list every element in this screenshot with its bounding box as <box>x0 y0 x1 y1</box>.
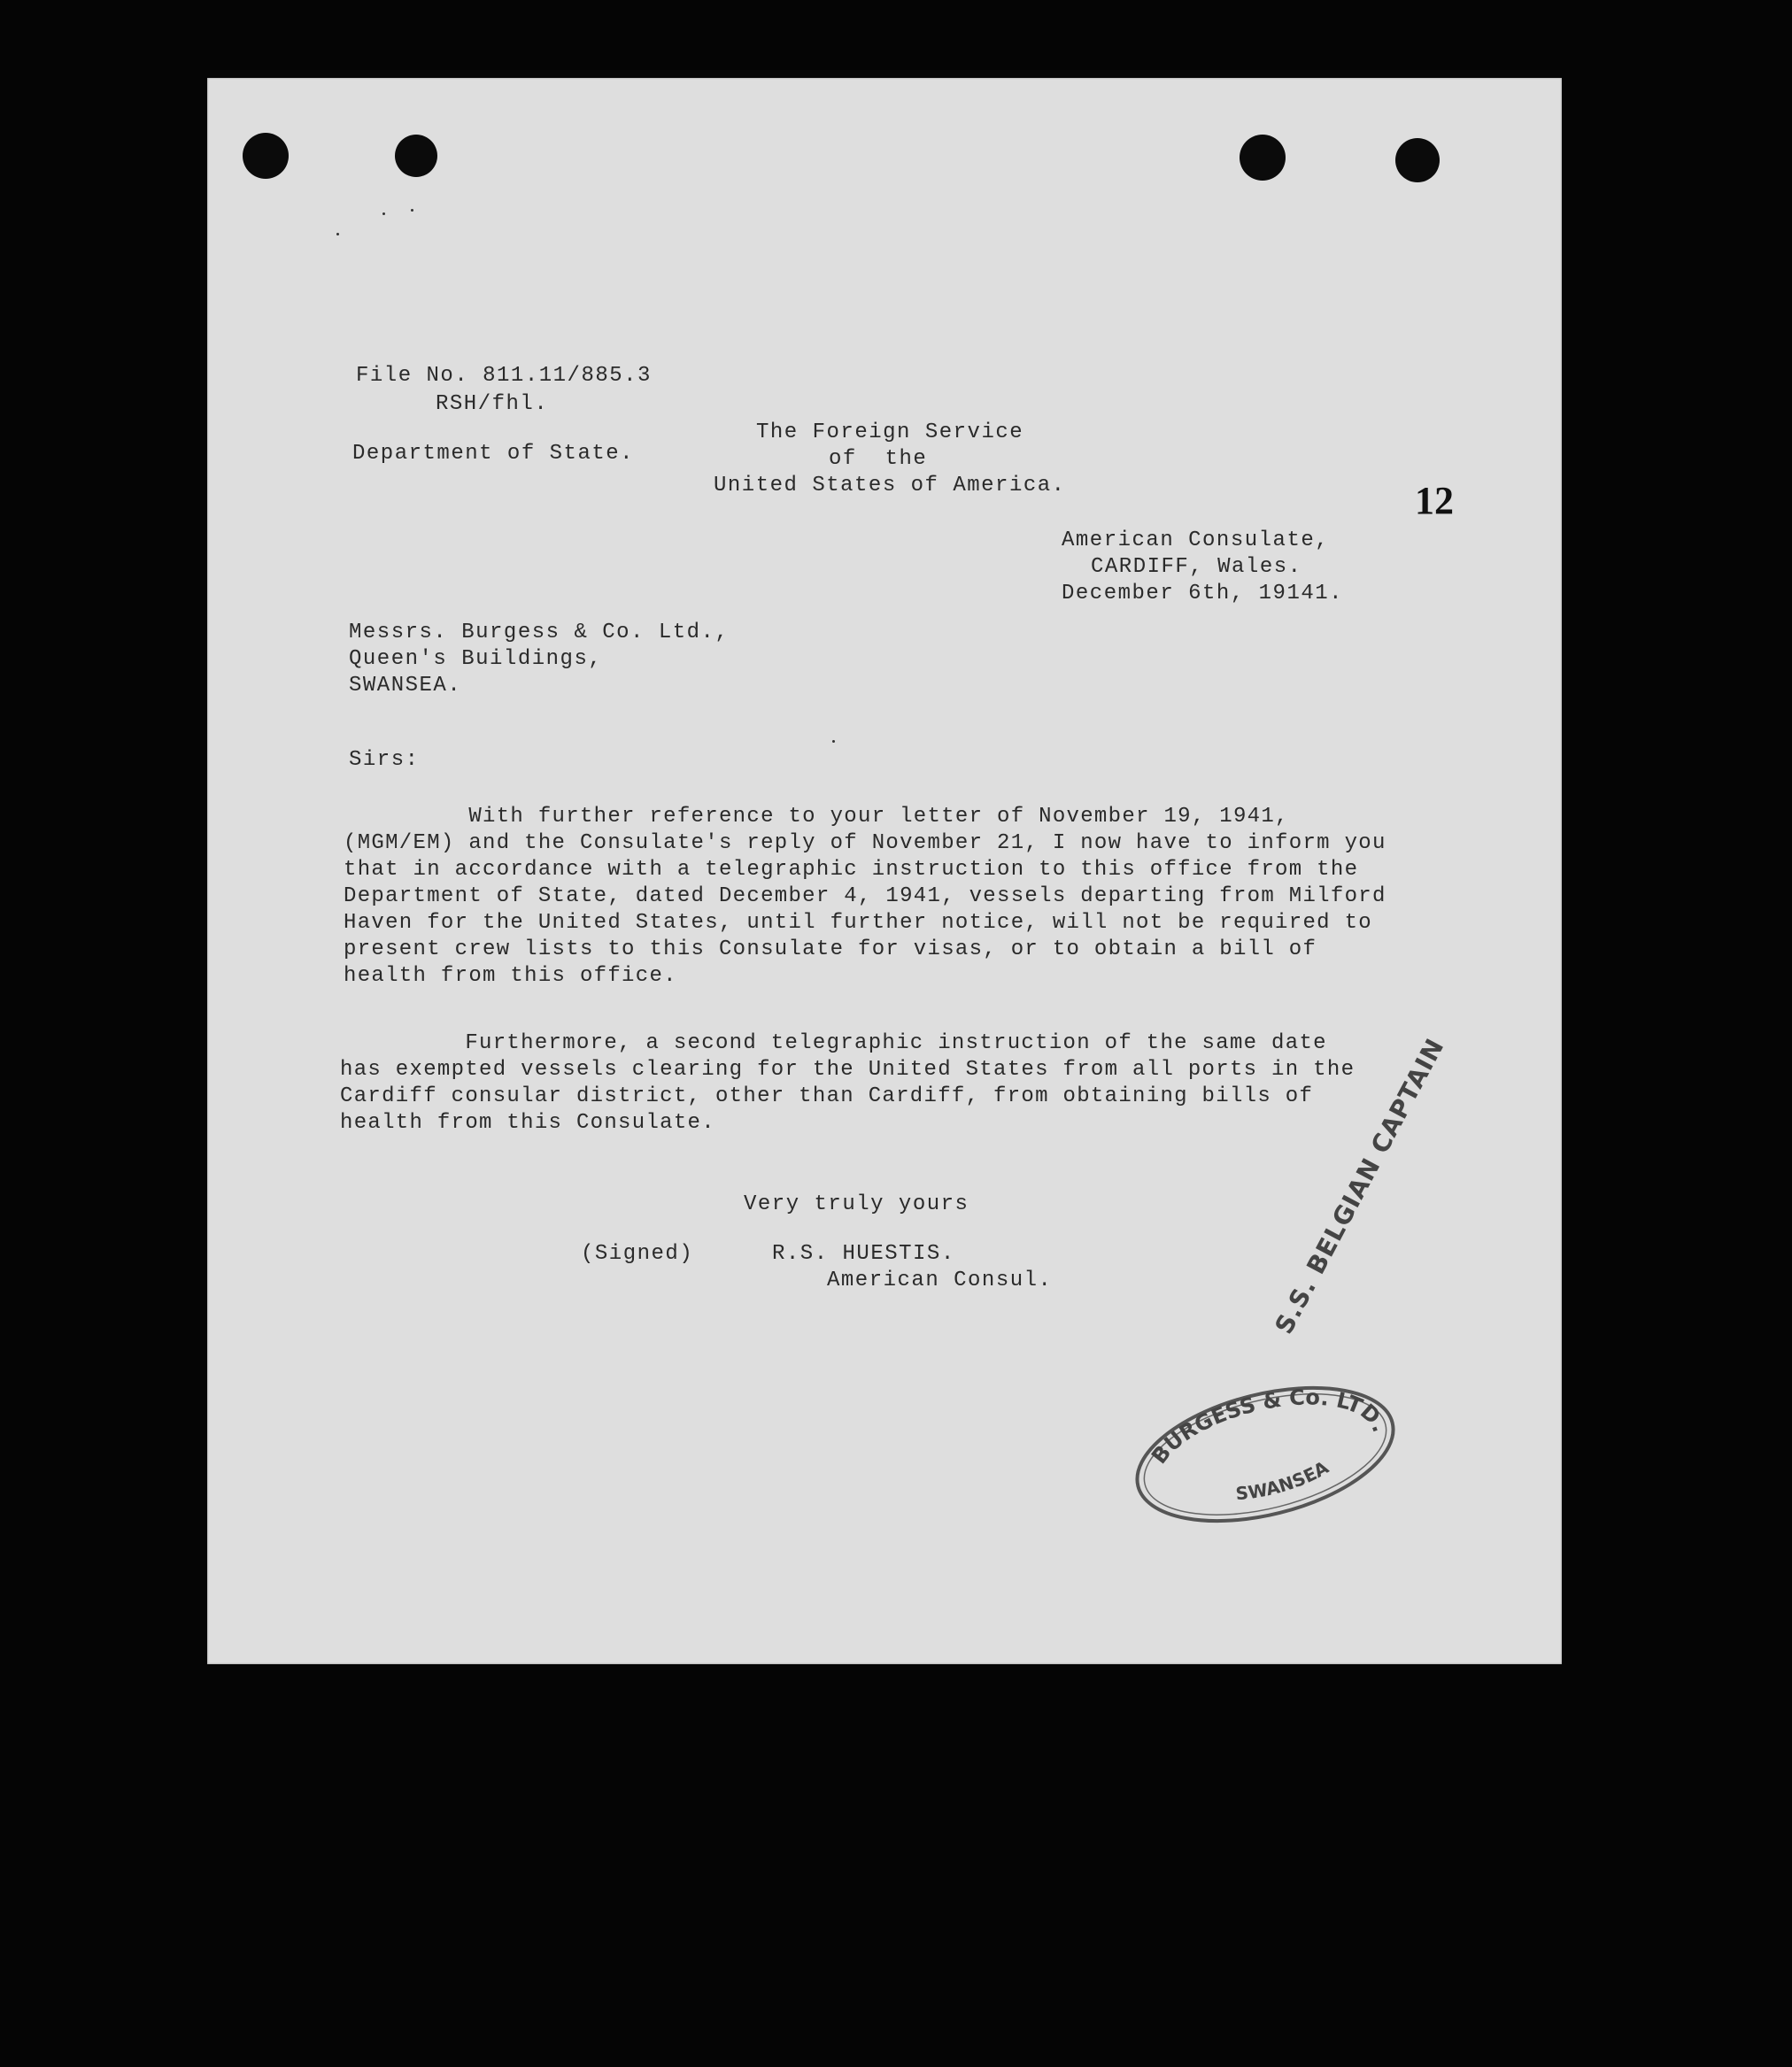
paragraph-line: that in accordance with a telegraphic instruction to this office from the <box>344 858 1359 882</box>
signer-name: R.S. HUESTIS. <box>772 1242 955 1266</box>
company-stamp <box>1116 1357 1414 1553</box>
punch-hole <box>395 135 437 177</box>
paragraph-line: present crew lists to this Consulate for visas, or to obtain a bill of <box>344 937 1317 961</box>
paragraph-line: health from this Consulate. <box>340 1111 715 1135</box>
addressee-line1: Messrs. Burgess & Co. Ltd., <box>349 621 730 644</box>
document-page <box>207 78 1562 1664</box>
speck <box>411 209 413 212</box>
letterhead-line1: The Foreign Service <box>756 420 1024 444</box>
paragraph-line: has exempted vessels clearing for the United States from all ports in the <box>340 1058 1356 1082</box>
punch-hole <box>1240 135 1286 181</box>
paragraph-line: With further reference to your letter of November 19, 1941, <box>344 805 1289 829</box>
sender-line1: American Consulate, <box>1062 528 1330 552</box>
page-number: 12 <box>1415 479 1454 522</box>
file-number: File No. 811.11/885.3 <box>356 364 652 388</box>
company-stamp-bottom: SWANSEA <box>1234 1456 1332 1505</box>
paragraph-line: Furthermore, a second telegraphic instruction of the same date <box>340 1031 1327 1055</box>
speck <box>336 233 339 235</box>
salutation: Sirs: <box>349 748 420 772</box>
signer-title: American Consul. <box>827 1269 1053 1292</box>
speck <box>382 212 385 215</box>
paragraph-line: (MGM/EM) and the Consulate's reply of November 21, I now have to inform you <box>344 831 1386 855</box>
addressee-line2: Queen's Buildings, <box>349 647 603 671</box>
paragraph-line: Cardiff consular district, other than Cardiff, from obtaining bills of <box>340 1084 1314 1108</box>
paragraph-1 <box>344 804 1386 990</box>
paragraph-line: Haven for the United States, until further notice, will not be required to <box>344 911 1372 935</box>
sender-line2: CARDIFF, Wales. <box>1091 555 1302 579</box>
paragraph-line: health from this office. <box>344 964 677 988</box>
paragraph-line: Department of State, dated December 4, 1941, vessels departing from Milford <box>344 884 1386 908</box>
paragraph-2 <box>340 1030 1355 1137</box>
addressee-line3: SWANSEA. <box>349 674 462 698</box>
letterhead-line2: of the <box>829 447 928 471</box>
vessel-stamp: S.S. BELGIAN CAPTAIN <box>1269 1033 1450 1339</box>
letter-date: December 6th, 19141. <box>1062 582 1344 605</box>
punch-hole <box>1395 138 1440 182</box>
file-initials: RSH/fhl. <box>436 392 549 416</box>
signed-label: (Signed) <box>581 1242 694 1266</box>
closing: Very truly yours <box>744 1192 969 1216</box>
department-label: Department of State. <box>352 442 635 466</box>
punch-hole <box>243 133 289 179</box>
letterhead-line3: United States of America. <box>714 474 1066 497</box>
company-stamp-top: BURGESS & Co. LTD. <box>1147 1384 1394 1469</box>
speck <box>832 740 835 743</box>
